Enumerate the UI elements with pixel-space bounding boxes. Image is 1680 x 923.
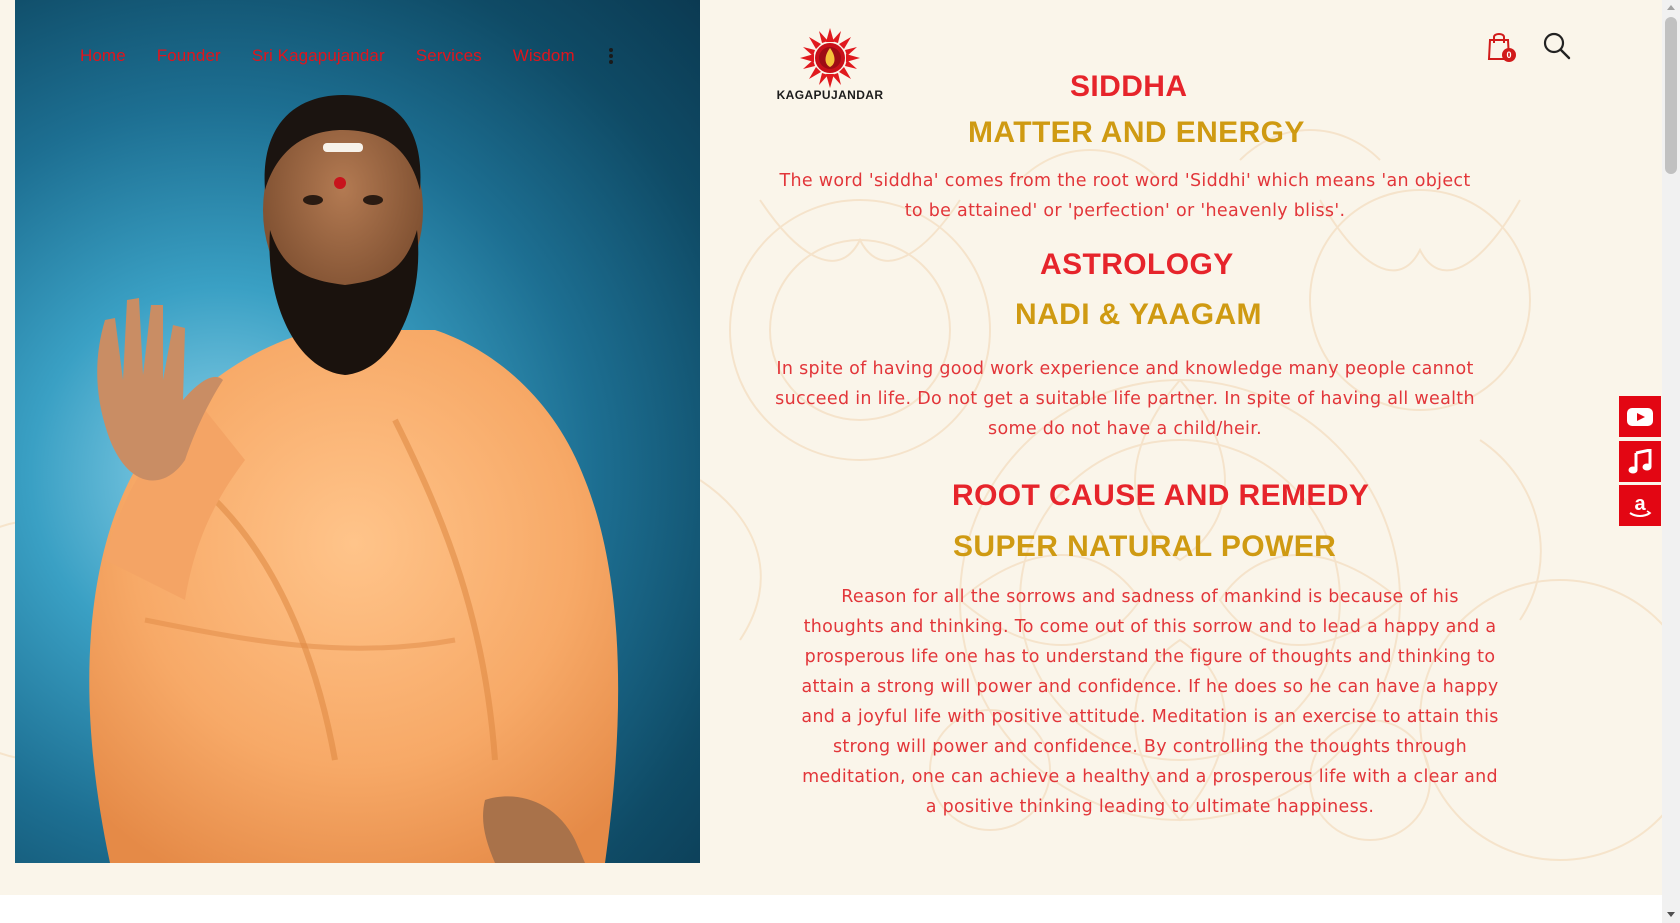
section-subtitle-matter-energy: MATTER AND ENERGY [968, 116, 1305, 149]
vertical-ellipsis-icon[interactable] [608, 48, 614, 64]
nav-item-wisdom[interactable]: Wisdom [512, 46, 575, 65]
youtube-button[interactable] [1619, 396, 1661, 437]
page-bottom-strip [0, 895, 1662, 923]
page-scrollbar[interactable] [1662, 0, 1680, 923]
logo-text: KAGAPUJANDAR [776, 88, 884, 102]
section-title-astrology: ASTROLOGY [1040, 248, 1234, 281]
section-body-siddha: The word 'siddha' comes from the root word 'Siddhi' which means 'an object to be attained' or 'perfection' or 'heavenly bliss'. [779, 171, 1471, 221]
section-subtitle-super-natural-power: SUPER NATURAL POWER [953, 530, 1337, 563]
nav-item-founder[interactable]: Founder [156, 46, 221, 65]
section-subtitle-nadi-yaagam: NADI & YAAGAM [1015, 298, 1262, 331]
scroll-up-arrow-icon[interactable] [1667, 5, 1675, 10]
music-note-icon [1628, 449, 1652, 475]
founder-portrait-image [15, 0, 700, 863]
music-button[interactable] [1619, 441, 1661, 482]
amazon-button[interactable] [1619, 485, 1661, 526]
scroll-down-arrow-icon[interactable] [1667, 912, 1675, 917]
section-body-root-cause: Reason for all the sorrows and sadness of mankind is because of his thoughts and thinking. To come out of this sorrow and to lead a happy and a prosperous life one has to understand the figure of thoughts and thinking to attain a strong will power and confidence. If he does so he can have a happy and a joyful life with positive attitude. Meditation is an exercise to attain this strong will power and confidence. By controlling the thoughts through meditation, one can achieve a healthy and a prosperous life with a clear and a positive thinking leading to ultimate happiness. [801, 587, 1499, 817]
nav-item-sri-kagapujandar[interactable]: Sri Kagapujandar [251, 46, 385, 65]
youtube-icon [1627, 407, 1653, 427]
search-icon[interactable] [1543, 31, 1571, 61]
cart-count-badge: 0 [1502, 48, 1516, 62]
shopping-bag-icon[interactable] [1486, 31, 1512, 61]
main-navigation [80, 46, 614, 66]
nav-item-services[interactable]: Services [415, 46, 482, 65]
nav-item-home[interactable]: Home [80, 46, 126, 65]
scrollbar-thumb[interactable] [1665, 17, 1677, 174]
section-title-root-cause: ROOT CAUSE AND REMEDY [952, 479, 1370, 512]
section-title-siddha: SIDDHA [1070, 70, 1188, 103]
svg-text:a: a [1634, 492, 1646, 515]
section-body-astrology: In spite of having good work experience and knowledge many people cannot succeed in life. Do not get a suitable life partner. In spite of having all wealth some do not have a child/heir. [775, 359, 1475, 439]
amazon-icon [1627, 492, 1653, 520]
